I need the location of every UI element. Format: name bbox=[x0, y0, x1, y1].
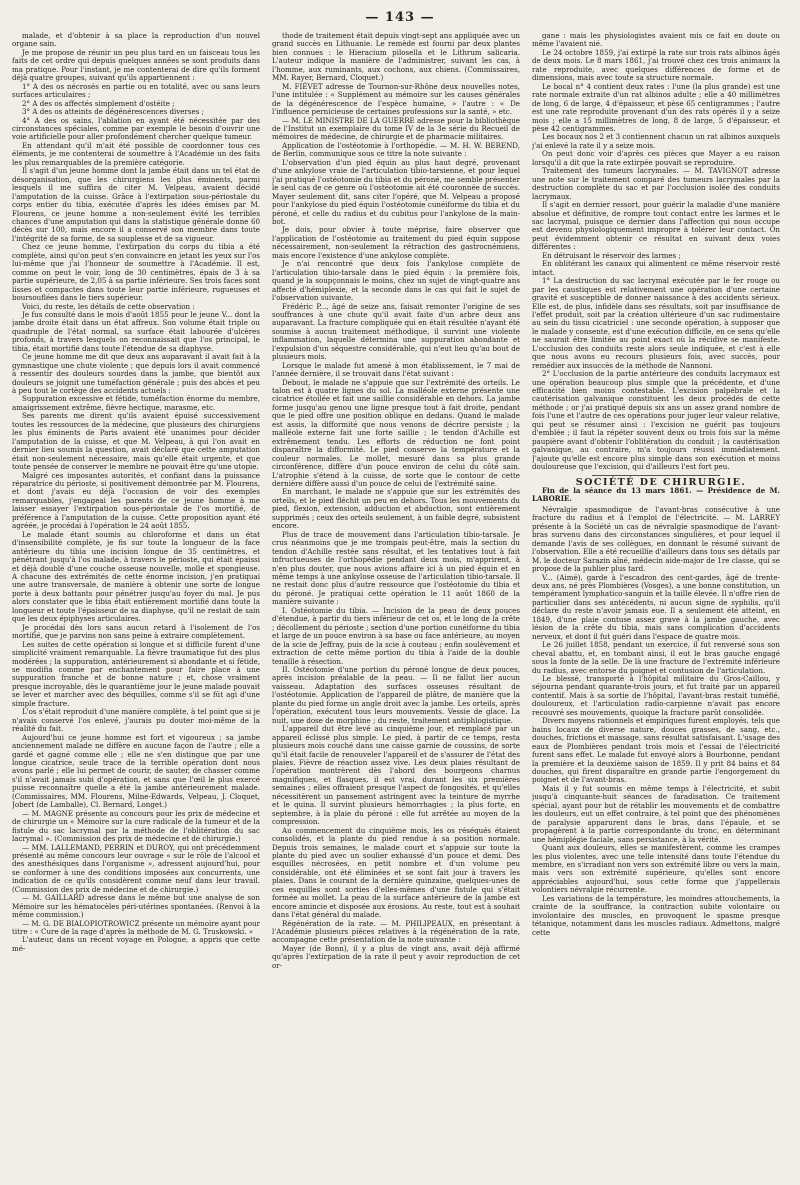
paragraph: Névralgie spasmodique de l'avant-bras consécutive à une fracture du radius et à l'emploi de l'électricité. — M. LARREY présente à la Société un cas de névralgie spasmodique de l'avant-bras survenu dans des circonstances singulières, et pour lequel il demande l'avis de ses collègues, en donnant le résumé suivant de l'observation. Elle a été recueillie d'ailleurs dans tous ses détails par M. le docteur Sarazin aîné, médecin aide-major de 1re classe, qui se propose de la publier plus tard. bbox=[532, 504, 780, 574]
paragraph: 2° A des os affectés simplement d'ostéite ; bbox=[22, 98, 175, 108]
paragraph: En détruisant le réservoir des larmes ; bbox=[542, 250, 681, 260]
paragraph: 1° La destruction du sac lacrymal exécutée par le fer rouge ou par les caustiques est relativement une opération d'une certaine gravité et susceptible de donner naissance à des accidents sérieux. Elle est, de plus, infidèle dans ses résultats, soit par insuffisance de l'effet produit, soit par la création ultérieure d'un sac rudimentaire au sein du tissu cicatriciel : une seconde opération, à supposer que le malade y consente, est d'une exécution difficile, en ce sens qu'elle ne saurait être limitée au point exact où la récidive se manifeste. L'occlusion des conduits reste alors seule indiquée, et c'est à elle que nous avons eu recours plusieurs fois, avec succès, pour remédier aux insuccès de la méthode de Nannoni. bbox=[532, 276, 780, 370]
paragraph: Quant aux douleurs, elles se manifestèrent, comme les crampes les plus violentes, avec une telle intensité dans toute l'étendue du membre, en s'irradiant non vers son extrémité libre ou vers la main, mais vers son extrémité supérieure, qu'elles sont encore appréciables aujourd'hui, sous cette forme que j'appellerais volontiers névralgie récurrente. bbox=[532, 843, 780, 895]
paragraph: — M. MAGNE présente au concours pour les prix de médecine et de chirurgie un « Mémoire sur la cure radicale de la tumeur et de la fistule du sac lacrymal par la méthode de l'oblitération du sac lacrymal ». (Commission des prix de médecine et de chirurgie.) bbox=[12, 808, 260, 844]
paragraph: — MM. LALLEMAND, PERRIN et DUROY, qui ont précédemment présenté au même concours leur ouvrage « sur le rôle de l'alcool et des anesthésiques dans l'organisme », adressent aujourd'hui, pour se conformer à une des conditions imposées aux concurrents, une indication de ce qu'ils considèrent comme neuf dans leur travail. (Commission des prix de médecine et de chirurgie.) bbox=[12, 842, 260, 894]
paragraph: Je me propose de réunir un peu plus tard en un faisceau tous les faits de cet ordre qui depuis quelques années se sont produits dans ma pratique. Pour l'instant, je me contenterai de dire qu'ils forment déjà quatre groupes, suivant qu'ils appartiennent : bbox=[12, 47, 260, 83]
paragraph: Le bocal n° 4 contient deux rates : l'une (la plus grande) est une rate normale extraite d'un rat albinos adulte ; elle a 40 millimètres de long, 6 de large, 4 d'épaisseur, et pèse 65 centigrammes ; l'autre est une rate reproduite provenant d'un des rats opérés il y a seize mois ; elle a 15 millimètres de long, 8 de large, 5 d'épaisseur, et pèse 42 centigrammes. bbox=[532, 81, 780, 133]
paragraph: 4° A des os sains, l'ablation en ayant été nécessitée par des circonstances spéciales, comme par exemple le besoin d'ouvrir une voie artificielle pour aller profondément chercher quelque tumeur. bbox=[12, 115, 260, 142]
paragraph: Voici, du reste, les détails de cette observation : bbox=[22, 301, 195, 311]
paragraph: En marchant, le malade ne s'appuie que sur les extrémités des orteils, et le pied fléchit un peu en dehors. Tous les mouvements du pied, flexion, extension, adduction et abduction, sont entièrement supprimés ; ceux des orteils seulement, à un faible degré, subsistent encore. bbox=[272, 487, 520, 531]
paragraph: Suppuration excessive et fétide, tuméfaction énorme du membre, amaigrissement extrême, fièvre hectique, marasme, etc. bbox=[12, 394, 260, 412]
paragraph: Application de l'ostéotomie à l'orthopédie. — M. H. W. BEREND, de Berlin, communique sous ce titre la note suivante : bbox=[272, 140, 520, 159]
paragraph: M. FIÉVET adresse de Tournon-sur-Rhône deux nouvelles notes, l'une intitulée : « Supplément au mémoire sur les causes générales de la dégénérescence de l'espèce humaine, » l'autre : « De l'influence pernicieuse de certaines professions sur la santé, » etc. bbox=[272, 81, 520, 117]
paragraph: Les bocaux nos 2 et 3 contiennent chacun un rat albinos auxquels j'ai enlevé la rate il y a seize mois. bbox=[532, 132, 780, 150]
paragraph: Mais il y fut soumis en même temps à l'électricité, et subit jusqu'à cinquante-huit séances de faradisation. Ce traitement spécial, ayant pour but de rétablir les mouvements et de combattre les douleurs, eut un effet contraire, à tel point que des phénomènes de paralysie apparurent dans le bras, dans l'épaule, et se propagèrent à la partie correspondante du tronc, en déterminant une hémiplégie faciale, sans persistance, à la vérité. bbox=[532, 783, 780, 844]
paragraph: Ce jeune homme me dit que deux ans auparavant il avait fait à la gymnastique une chute violente ; que depuis lors il avait commencé à ressentir des douleurs sourdes dans la jambe, que bientôt aux douleurs se joignit une tuméfaction générale ; puis des abcès et peu à peu tout le cortège des accidents actuels : bbox=[12, 352, 260, 396]
column-2 bbox=[272, 32, 520, 1172]
paragraph: I. Ostéotomie du tibia. — Incision de la peau de deux pouces d'étendue, à partir du tiers inférieur de cet os, et le long de la crête ; décollement du périoste ; section d'une portion cunéiforme du tibia et large de un pouce environ à sa base ou face antérieure, au moyen de la scie de Jeffray, puis de la scie à couteau ; enfin soulèvement et extraction de cette même portion du tibia à l'aide de la double tenaille à résection. bbox=[272, 605, 520, 666]
paragraph: En oblitérant les canaux qui alimentent ce même réservoir resté intact. bbox=[532, 259, 780, 277]
paragraph: Frédéric P..., âgé de seize ans, faisait remonter l'origine de ses souffrances à une chute qu'il avait faite d'un arbre deux ans auparavant. La fracture compliquée qui en était résultée n'ayant été soumise à aucun traitement méthodique, il survint une violente inflammation, laquelle détermina une suppuration abondante et l'expulsion d'un séquestre considérable, qui n'eut lieu qu'au bout de plusieurs mois. bbox=[272, 301, 520, 362]
paragraph: Ses parents me dirent qu'ils avaient épuisé successivement toutes les ressources de la médecine, que plusieurs des chirurgiens les plus éminents de Paris avaient été unanimes pour décider l'amputation de la cuisse, et que M. Velpeau, à qui l'on avait en dernier lieu soumis la question, avait déclaré que cette amputation était non-seulement nécessaire, mais qu'elle était urgente, et que toute pensée de conserver le membre ne pouvait être qu'une utopie. bbox=[12, 411, 260, 472]
paragraph: Aujourd'hui ce jeune homme est fort et vigoureux ; sa jambe anciennement malade ne diffère en aucune façon de l'autre ; elle a gardé et gagné comme elle ; elle ne s'en distingue que par une longue cicatrice, seule trace de la terrible opération dont nous avons parlé ; elle lui permet de courir, de sauter, de chasser comme s'il n'avait jamais subi d'opération, et sans que l'œil le plus exercé puisse reconnaître quelle a été la jambe antérieurement malade. (Commissaires, MM. Flourens, Milne-Edwards, Velpeau, J. Cloquet, Jobert (de Lamballe), Cl. Bernard, Longet.) bbox=[12, 732, 260, 810]
paragraph: Traitement des tumeurs lacrymales. — M. TAVIGNOT adresse une note sur le traitement comparé des tumeurs lacrymales par la destruction complète du sac et par l'occlusion isolée des conduits lacrymaux. bbox=[532, 166, 780, 201]
paragraph: Au commencement du cinquième mois, les os réséqués étaient consolidés, et la plante du pied rendue à sa position normale. Depuis trois semaines, le malade court et s'appuie sur toute la plante du pied avec un soulier exhaussé d'un pouce et demi. Des esquilles nécrosées, en petit nombre et d'un volume peu considérable, ont été éliminées et se sont fait jour à travers les plaies. Dans le courant de la dernière quinzaine, quelques-unes de ces esquilles sont sorties d'elles-mêmes d'une fistule qui s'était formée au mollet. La peau de la surface antérieure de la jambe est encore amincie et disposée aux érosions. Au reste, tout est à souhait dans l'état général du malade. bbox=[272, 825, 520, 920]
paragraph: Il s'agit d'un jeune homme dont la jambe était dans un tel état de désorganisation, que les chirurgiens les plus éminents, parmi lesquels il me suffira de citer M. Velpeau, avaient décidé l'amputation de la cuisse. Grâce à l'extirpation sous-périostale du corps entier du tibia, exécutée d'après les idées émises par M. Flourens, ce jeune homme a non-seulement évité les terribles chances d'une amputation qui dans la statistique générale donne 60 décès sur 100, mais encore il a conservé son membre dans toute l'intégrité de sa forme, de sa souplesse et de sa vigueur. bbox=[12, 166, 260, 243]
paragraph: Le malade étant soumis au chloroforme et dans un état d'insensibilité complète, je fis sur toute la longueur de la face antérieure du tibia une incision longue de 35 centimètres, et pénétrant jusqu'à l'os malade, à travers le périoste, qui était épaissi et déjà doublé d'une couche osseuse nouvelle, molle et spongieuse. A chacune des extrémités de cette énorme incision, j'en pratiquai une autre transversale, de manière à obtenir une sorte de longue porte à deux battants pour pénétrer jusqu'au foyer du mal. Je pus alors constater que le tibia était entièrement mortifié dans toute la longueur et toute l'épaisseur de sa diaphyse, qu'il ne restait de sain que les deux épiphyses articulaires. bbox=[12, 529, 260, 624]
paragraph: Plus de trace de mouvement dans l'articulation tibio-tarsale. Je crus néanmoins que je me trompais peut-être, mais la section du tendon d'Achille restée sans résultat, et les tentatives tout à fait infructueuses de l'orthopédie pendant deux mois, m'apprirent, à n'en plus douter, que nous avions affaire ici à un pied équin et en même temps à une ankylose osseuse de l'articulation tibio-tarsale. Il ne restait donc plus d'autre ressource que l'ostéotomie du tibia et du péroné. Je pratiquai cette opération le 11 août 1860 de la manière suivante : bbox=[272, 529, 520, 607]
paragraph: Debout, le malade ne s'appuie que sur l'extrémité des orteils. Le talon est à quatre lignes du sol. La malléole externe présente une cicatrice étoilée et fait une saillie considérable en dehors. La jambe forme jusqu'au genou une ligne presque tout à fait droite, pendant que le pied offre une position oblique en dedans. Quand le malade est assis, la difformité que nous venons de décrire persiste ; la malléole externe fait une forte saillie ; le tendon d'Achille est extrêmement tendu. Les efforts de réduction ne font point disparaître la difformité. Le pied conserve la température et la couleur normales. Le mollet, mesuré dans sa plus grande circonférence, diffère d'un pouce environ de celui du côté sain. L'atrophie s'étend à la cuisse, de sorte que le contour de cette dernière diffère aussi d'un pouce de celui de l'extrémité saine. bbox=[272, 377, 520, 489]
paragraph: L'os s'était reproduit d'une manière complète, à tel point que si je n'avais conservé l'os enlevé, j'aurais pu douter moi-même de la réalité du fait. bbox=[12, 707, 260, 734]
section-divider bbox=[592, 475, 720, 476]
paragraph: Je n'ai rencontré que deux fois l'ankylose complète de l'articulation tibio-tarsale dans le pied équin : la première fois, quand je la soupçonnais le moins, chez un sujet de vingt-quatre ans affecté d'hémiplexie, et la seconde dans le cas qui fait le sujet de l'observation suivante. bbox=[272, 259, 520, 303]
paragraph: — M. GAILLARD adresse dans le même but une analyse de son Mémoire sur les hématocèles péri-utérines spontanées. (Renvoi à la même commission.) bbox=[12, 893, 260, 920]
paragraph: gane : mais les physiologistes avaient mis ce fait en doute ou même l'avaient nié. bbox=[532, 32, 780, 49]
paragraph: Il s'agit en dernier ressort, pour guérir la maladie d'une manière absolue et définitive, de rompre tout contact entre les larmes et le sac lacrymal, puisque ce dernier dans l'affection qui nous occupe est devenu physiologiquement impropre à tolérer leur contact. On peut évidemment obtenir ce résultat en suivant deux voies différentes : bbox=[532, 200, 780, 252]
column-1 bbox=[12, 32, 260, 1172]
paragraph: Lorsque le malade fut amené à mon établissement, le 7 mai de l'année dernière, il se trouvait dans l'état suivant : bbox=[272, 360, 520, 379]
paragraph: Le 24 octobre 1859, j'ai extirpé la rate sur trois rats albinos âgés de deux mois. Le 8 mars 1861, j'ai trouvé chez ces trois animaux la rate reproduite, avec quelques différences de forme et de dimensions, mais avec toute sa structure normale. bbox=[532, 47, 780, 83]
paragraph: malade, et d'obtenir à sa place la reproduction d'un nouvel organe sain. bbox=[12, 32, 260, 49]
paragraph: Le blessé, transporté à l'hôpital militaire du Gros-Caillou, y séjourna pendant quarante-trois jours, et fut traité par un appareil contentif. Mais à sa sortie de l'hôpital, l'avant-bras restait tuméfié, douloureux, et l'articulation radio-carpienne n'avait pas encore recouvré ses mouvements, quoique la fracture parût consolidée. bbox=[532, 673, 780, 717]
paragraph: Mayer (de Bonn), il y a plus de vingt ans, avait déjà affirmé qu'après l'extirpation de la rate il peut y avoir reproduction de cet or- bbox=[272, 943, 520, 970]
paragraph: V... (Aimé), garde à l'escadron des cent-gardes, âgé de trente-deux ans, né près Plombières (Vosges), a une bonne constitution, un tempérament lymphatico-sanguin et la taille élevée. Il n'offre rien de particulier dans ses antécédents, ni aucun signe de syphilis, qu'il déclare du reste n'avoir jamais eue. Il a seulement été atteint, en 1849, d'une plaie contuse assez grave à la jambe gauche, avec lésion de la crête du tibia, mais sans complication d'accidents nerveux, et dont il fut guéri dans l'espace de quatre mois. bbox=[532, 572, 780, 641]
paragraph: En attendant qu'il m'ait été possible de coordonner tous ces éléments, je me contenterai de soumettre à l'Académie un des faits les plus remarquables de la première catégorie. bbox=[12, 140, 260, 167]
column-3 bbox=[532, 32, 780, 1172]
paragraph: Je procédai dès lors sans aucun retard à l'isolement de l'os mortifié, que je parvins non sans peine à extraire complètement. bbox=[12, 622, 260, 641]
paragraph: Je dois, pour obvier à toute méprise, faire observer que l'application de l'ostéotomie au traitement du pied équin suppose nécessairement, non-seulement la rétraction des gastrocnémiens, mais encore l'existence d'une ankylose complète. bbox=[272, 225, 520, 260]
page-number: — 143 — bbox=[365, 10, 435, 25]
paragraph: II. Ostéotomie d'une portion du péroné longue de deux pouces, après incision préalable de la peau. — Il ne fallut lier aucun vaisseau. Adaptation des surfaces osseuses résultant de l'ostéotomie. Application de l'appareil de plâtre, de manière que la plante du pied forme un angle droit avec la jambe. Les orteils, après l'opération, exécutent tous leurs mouvements. Vessie de glace. La nuit, une dose de morphine ; du reste, traitement antiphlogistique. bbox=[272, 664, 520, 725]
paragraph: L'auteur, dans un récent voyage en Pologne, a appris que cette mé- bbox=[12, 935, 260, 953]
session-line: Fin de la séance du 13 mars 1861. — Présidence de M. LABORIE. bbox=[532, 486, 780, 504]
paragraph: thode de traitement était depuis vingt-sept ans appliquée avec un grand succès en Lithuanie. Le remède est fourni par deux plantes bien connues : le Hieracium pilosella et le Lithrum salicaria. L'auteur indique la manière de l'administrer, suivant les cas, à l'homme, aux ruminants, aux cochons, aux chiens. (Commissaires, MM. Rayer, Bernard, Cloquet.) bbox=[272, 32, 520, 83]
paragraph: Les suites de cette opération si longue et si difficile furent d'une simplicité vraiment remarquable. La fièvre traumatique fut des plus modérées ; la suppuration, antérieurement si abondante et si fétide, se modifia comme par enchantement pour faire place à une suppuration franche et de bonne nature ; et, chose vraiment presque incroyable, dès le quarantième jour le jeune malade pouvait se lever et marcher avec des béquilles, comme s'il se fût agi d'une simple fracture. bbox=[12, 639, 260, 708]
paragraph: Régénération de la rate. — M. PHILIPEAUX, en présentant à l'Académie plusieurs pièces relatives à la régénération de la rate, accompagne cette présentation de la note suivante : bbox=[272, 918, 520, 945]
paragraph: Les variations de la température, les moindres attouchements, la crainte de la souffrance, la contraction subite volontaire ou involontaire des muscles, en provoquent le spasme presque tétanique, notamment dans les muscles radiaux. Admettons, malgré cette bbox=[532, 893, 780, 937]
paragraph: — M. G. DE BIALOPIOTROWICZ présente un mémoire ayant pour titre : « Cure de la rage d'après la méthode de M. G. Truskowski. » bbox=[12, 918, 260, 937]
paragraph: 3° A des os atteints de dégénérescences diverses ; bbox=[22, 107, 205, 117]
paragraph: Je fus consulté dans le mois d'août 1855 pour le jeune V... dont la jambe droite était dans un état affreux. Son volume était triple ou quadruple de l'état normal, sa surface était labourée d'ulcères profonds, à travers lesquels on reconnaissait que l'os principal, le tibia, était mortifié dans toute l'étendue de sa diaphyse. bbox=[12, 309, 260, 353]
paragraph: Divers moyens rationnels et empiriques furent employés, tels que bains locaux de diverse nature, douces grasses, de sang, etc., douches, frictions et massage, sans résultat satisfaisant. L'usage des eaux de Plombières pendant trois mois et l'essai de l'électricité furent sans effet. Le malade fut envoyé alors à Bourbonne, pendant la première et la deuxième saison de 1859. Il y prit 84 bains et 84 douches, qui firent disparaître en grande partie l'engorgement du poignet et de l'avant-bras. bbox=[532, 716, 780, 785]
paragraph: On peut donc voir d'après ces pièces que Mayer a eu raison lorsqu'il a dit que la rate extirpée pouvait se reproduire. bbox=[532, 149, 780, 167]
section-title: SOCIÉTÉ DE CHIRURGIE. bbox=[575, 476, 747, 488]
paragraph: Le 26 juillet 1858, pendant un exercice, il fut renversé sous son cheval abattu, et, en tombant ainsi, il eut le bras gauche engagé sous la fonte de la selle. De là une fracture de l'extrémité inférieure du radius, avec entorse du poignet et contusion de l'articulation. bbox=[532, 640, 780, 675]
paragraph: — M. LE MINISTRE DE LA GUERRE adresse pour la bibliothèque de l'Institut un exemplaire du tome IV de la 3e série du Recueil de mémoires de médecine, de chirurgie et de pharmacie militaires. bbox=[272, 115, 520, 142]
paragraph: Malgré ces imposantes autorités, et confiant dans la puissance réparatrice du périoste, si positivement démontrée par M. Flourens, et dont j'avais eu déjà l'occasion de voir des exemples remarquables, j'engageai les parents de ce jeune homme à me laisser essayer l'extirpation sous-périostale de l'os mortifié, de préférence à l'amputation de la cuisse. Cette proposition ayant été agréée, je procédai à l'opération le 24 août 1855. bbox=[12, 470, 260, 531]
paragraph: 2° L'occlusion de la partie antérieure des conduits lacrymaux est une opération beaucoup plus simple que la précédente, et d'une efficacité bien moins contestable. L'excision palpébrale et la cautérisation galvanique constituent les deux procédés de cette méthode ; or j'ai pratiqué depuis six ans un assez grand nombre de fois l'une et l'autre de ces opérations pour juger leur valeur relative, qui peut se résumer ainsi : l'excision ne guérit pas toujours d'emblée ; il faut la répéter souvent deux ou trois fois sur la même paupière avant d'obtenir l'oblitération du conduit ; la cautérisation galvanique, au contraire, m'a toujours réussi immédiatement. J'ajoute qu'elle est encore plus simple dans son exécution et moins douloureuse que l'excision, qui d'ailleurs l'est fort peu. bbox=[532, 369, 780, 472]
paragraph: L'appareil dut être levé au cinquième jour, et remplacé par un appareil éclissé plus simple. Le pied, à partir de ce temps, resta plusieurs mois couché dans une caisse garnie de coussins, de sorte qu'il était facile de renouveler l'appareil et de s'assurer de l'état des plaies. Fièvre de réaction assez vive. Les deux plaies résultant de l'opération montrèrent dès l'abord des bourgeons charnus magnifiques, et flasques, il est vrai, durant les six premières semaines ; elles offraient presque l'aspect de fongosités, et qu'elles nécessitèrent un pansement astringent avec la teinture de myrrhe et le quina. Il survint plusieurs hémorrhagies ; la plus forte, en septembre, à la plaie du péroné : elle fut arrêtée au moyen de la compression. bbox=[272, 724, 520, 827]
paragraph: 1° A des os nécrosés en partie ou en totalité, avec ou sans leurs surfaces articulaires ; bbox=[12, 81, 260, 100]
paragraph: L'observation d'un pied équin au plus haut degré, provenant d'une ankylose vraie de l'articulation tibio-tarsienne, et pour lequel j'ai pratiqué l'ostéotomie du tibia et du péroné, me semble présenter le seul cas de ce genre où l'ostéotomie ait été couronnée de succès. Mayer seulement dit, sans citer l'opéré, que M. Velpeau a proposé pour l'ankylose du pied équin l'ostéotomie cunéiforme du tibia et du péroné, et celle du radius et du cubitus pour l'ankylose de la main-bot. bbox=[272, 157, 520, 226]
paragraph: Chez ce jeune homme, l'extirpation du corps du tibia a été complète, ainsi qu'on peut s'en convaincre en jetant les yeux sur l'os lui-même que j'ai l'honneur de soumettre à l'Académie. Il est, comme on peut le voir, long de 30 centimètres, épais de 3 à sa partie supérieure, de 2,05 à sa partie inférieure. Ses trois faces sont lisses et compactes dans toute leur partie inférieure, rugueuses et boursouflées dans le tiers supérieur. bbox=[12, 242, 260, 303]
